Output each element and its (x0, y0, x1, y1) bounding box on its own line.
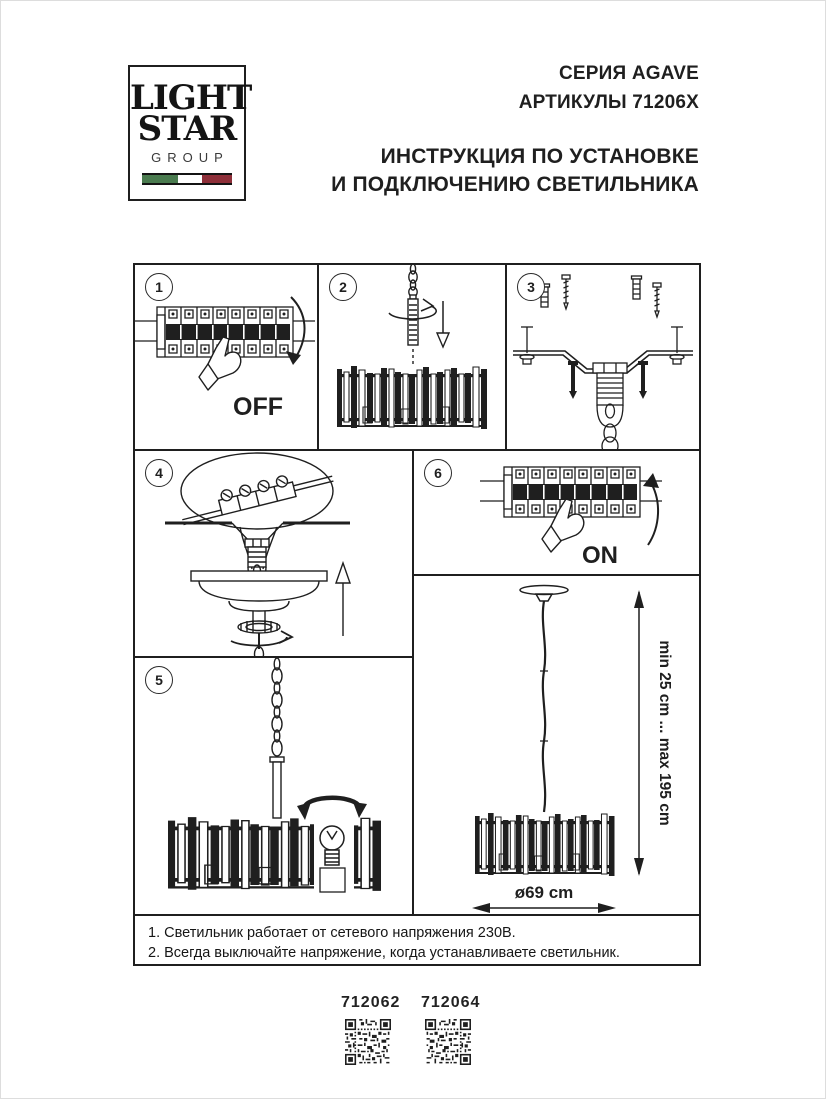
series-title: СЕРИЯ AGAVE (558, 63, 699, 84)
step-5-panel (135, 658, 412, 914)
step-number-badge: 4 (145, 459, 173, 487)
notes (135, 916, 699, 964)
note-line-2: 2. Всегда выключайте напряжение, когда устанавливаете светильник. (148, 945, 620, 961)
header (331, 59, 699, 199)
product-712062 (341, 994, 401, 1070)
step-number-badge: 3 (517, 273, 545, 301)
instruction-title-line2: И ПОДКЛЮЧЕНИЮ СВЕТИЛЬНИКА (331, 173, 699, 196)
qr-code (425, 1019, 471, 1065)
off-label: OFF (233, 393, 283, 421)
logo-word-light: LIGHT (130, 78, 252, 118)
step-number-badge: 5 (145, 666, 173, 694)
instruction-title-line1: ИНСТРУКЦИЯ ПО УСТАНОВКЕ (380, 145, 699, 168)
instruction-title (331, 143, 699, 199)
logo-word-star: STAR (137, 109, 237, 150)
note-line-1: 1. Светильник работает от сетевого напряжения 230В. (148, 925, 516, 941)
diameter-label: ø69 cm (514, 883, 574, 902)
steps-grid (133, 263, 701, 966)
dimensions-panel (414, 576, 699, 914)
articles-title: АРТИКУЛЫ 71206X (518, 92, 699, 113)
step-number-badge: 1 (145, 273, 173, 301)
step-number-badge: 6 (424, 459, 452, 487)
step-1-panel (135, 265, 317, 449)
step-2-panel (319, 265, 505, 449)
wire-connection-canopy-illustration (135, 451, 412, 656)
qr-code (345, 1019, 391, 1065)
step-6-panel (414, 451, 699, 574)
step-3-panel (507, 265, 699, 449)
italy-flag-stripe (142, 173, 232, 185)
product-712064 (421, 994, 481, 1070)
step-number-badge: 2 (329, 273, 357, 301)
logo-word-group: GROUP (151, 149, 229, 165)
article-number: 712062 (341, 994, 401, 1011)
on-label: ON (582, 542, 618, 569)
circuit-breaker-on-illustration (414, 451, 699, 574)
chandelier-dimensions-illustration (414, 576, 699, 914)
article-number: 712064 (421, 994, 481, 1011)
lightstar-logo (128, 65, 252, 201)
height-range-label: min 25 cm ... max 195 cm (656, 640, 673, 826)
step-4-panel (135, 451, 412, 656)
bulb-installation-illustration (135, 658, 412, 914)
